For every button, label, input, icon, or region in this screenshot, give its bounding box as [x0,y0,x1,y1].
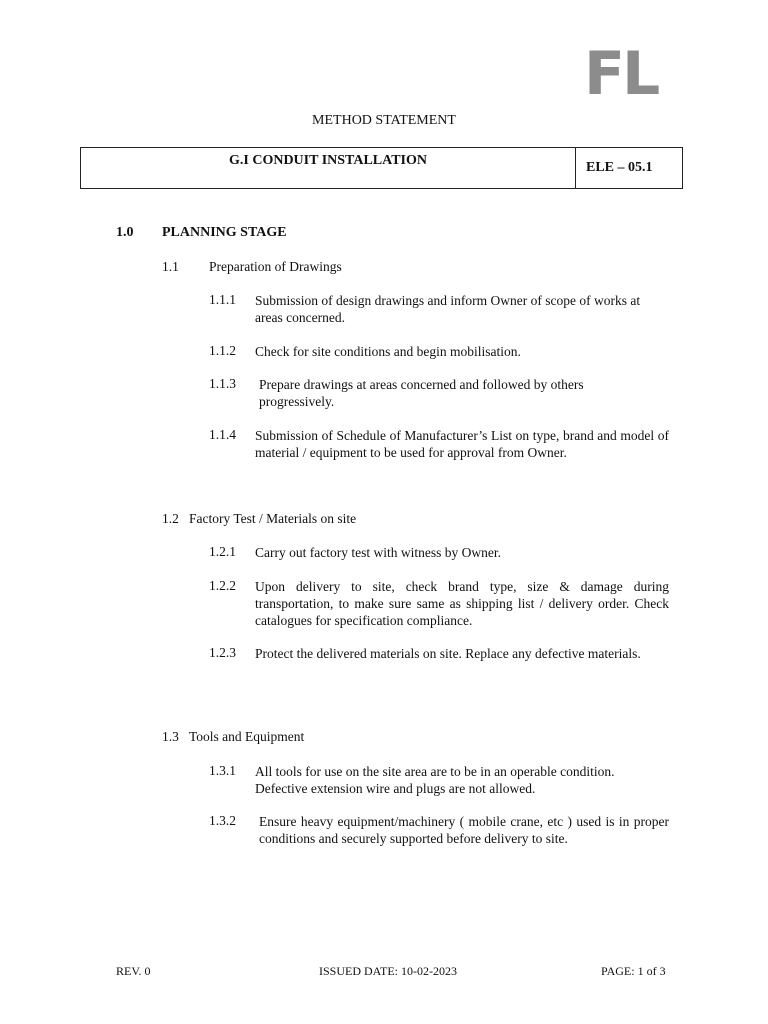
item-number: 1.1.4 [209,427,236,442]
item-number: 1.3.1 [209,763,236,778]
section-number: 1.0 [116,225,134,240]
subsection-title: Tools and Equipment [189,729,305,744]
title-table [80,147,683,189]
footer-page-number: PAGE: 1 of 3 [601,964,666,978]
item-text: Ensure heavy equipment/machinery ( mobile crane, etc ) used is in proper conditions and securely supported before delivery to site. [259,814,669,846]
item-number: 1.2.1 [209,544,236,559]
document-title: G.I CONDUIT INSTALLATION [81,148,576,188]
item-number: 1.1.2 [209,343,236,358]
item-text: All tools for use on the site area are to be in an operable condition. Defective extension wire and plugs are not allowed. [255,764,615,796]
document-code: ELE – 05.1 [586,160,653,175]
subsection-title: Factory Test / Materials on site [189,511,357,526]
item-number: 1.2.3 [209,645,236,660]
item-number: 1.2.2 [209,578,236,593]
item-text: Submission of Schedule of Manufacturer’s List on type, brand and model of material / equipment to be used for approval from Owner. [255,428,669,460]
item-text: Prepare drawings at areas concerned and followed by others progressively. [259,377,584,409]
item-text: Upon delivery to site, check brand type, size & damage during transportation, to make sure same as shipping list / delivery order. Check catalogues for specification compliance. [255,579,669,628]
item-text: Check for site conditions and begin mobilisation. [255,344,521,359]
item-number: 1.1.3 [209,376,236,391]
item-number: 1.3.2 [209,813,236,828]
company-logo: FL [584,39,658,109]
footer-issued-date: ISSUED DATE: 10-02-2023 [319,964,457,978]
subsection-title: Preparation of Drawings [209,259,342,274]
document-type-heading: METHOD STATEMENT [312,113,456,128]
subsection-number: 1.1 [162,259,179,274]
footer-revision: REV. 0 [116,964,151,978]
item-text: Carry out factory test with witness by Owner. [255,545,501,560]
section-title: PLANNING STAGE [162,225,287,240]
item-text: Protect the delivered materials on site. Replace any defective materials. [255,646,641,661]
item-number: 1.1.1 [209,292,236,307]
item-text: Submission of design drawings and inform Owner of scope of works at areas concerned. [255,293,641,325]
subsection-number: 1.2 Factory Test / Materials on site [162,511,357,526]
subsection-number: 1.3 Tools and Equipment [162,729,305,744]
